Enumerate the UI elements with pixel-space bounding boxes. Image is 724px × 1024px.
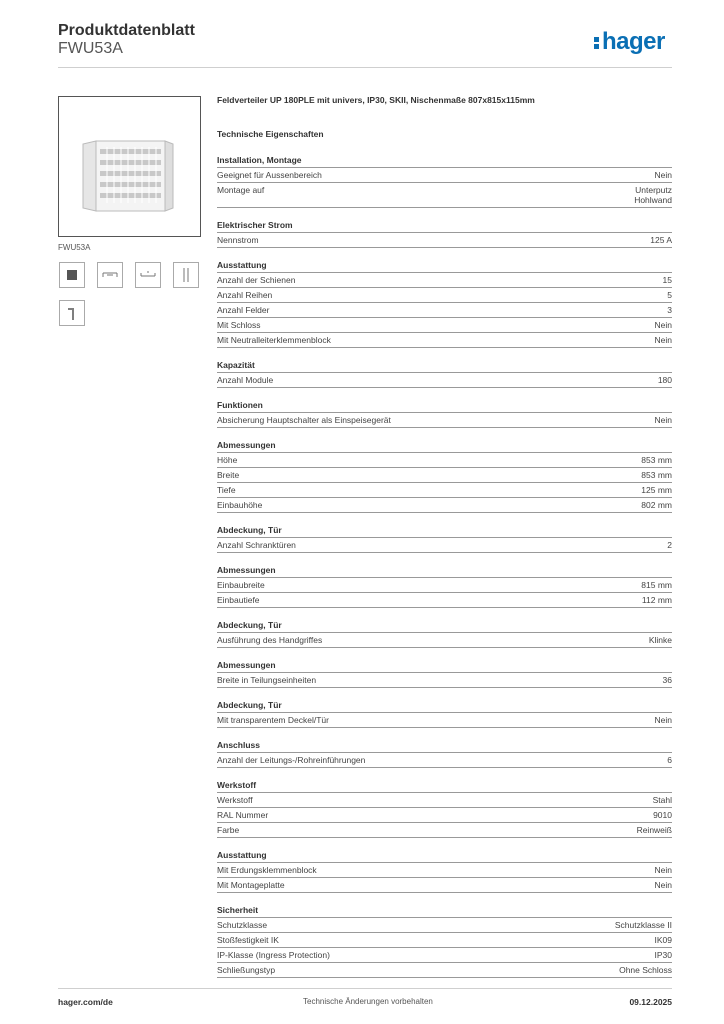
product-description: Feldverteiler UP 180PLE mit univers, IP30, SKII, Nischenmaße 807x815x115mm (217, 95, 535, 105)
property-label: Mit transparentem Deckel/Tür (217, 715, 329, 725)
footer-website-link[interactable]: hager.com/de (58, 997, 113, 1007)
property-value-line: 853 mm (641, 470, 672, 480)
logo-dots-icon (594, 35, 599, 49)
section-title: Abdeckung, Tür (217, 694, 672, 713)
property-value (615, 920, 672, 930)
property-value (653, 810, 672, 820)
property-value (649, 635, 672, 645)
property-value (655, 170, 672, 180)
property-value (634, 185, 672, 205)
product-image (59, 97, 200, 236)
property-value (641, 485, 672, 495)
property-value (641, 455, 672, 465)
property-label: Mit Montageplatte (217, 880, 285, 890)
property-value-line: 112 mm (641, 595, 672, 605)
property-value-line: Nein (654, 170, 672, 180)
property-label: Anzahl der Schienen (217, 275, 296, 285)
property-row (217, 633, 672, 648)
property-value (667, 540, 672, 550)
hager-logo (594, 28, 665, 56)
property-row (217, 753, 672, 768)
property-section (217, 214, 672, 248)
property-section (217, 694, 672, 728)
footer-note: Technische Änderungen vorbehalten (303, 997, 433, 1006)
thumbnail-drawing-detail[interactable] (59, 300, 85, 326)
property-row (217, 333, 672, 348)
property-value (653, 795, 672, 805)
property-row (217, 793, 672, 808)
property-row (217, 713, 672, 728)
footer-date: 09.12.2025 (629, 997, 672, 1007)
section-title: Anschluss (217, 734, 672, 753)
property-label: Mit Schloss (217, 320, 261, 330)
property-value-line: Nein (654, 335, 672, 345)
page-subtitle: FWU53A (58, 40, 123, 57)
section-title: Abmessungen (217, 559, 672, 578)
property-row (217, 673, 672, 688)
property-value-line: Nein (654, 415, 672, 425)
property-value (663, 275, 672, 285)
section-title: Elektrischer Strom (217, 214, 672, 233)
property-value-line: 3 (667, 305, 672, 315)
property-label: Schutzklasse (217, 920, 268, 930)
property-value-line: Nein (654, 715, 672, 725)
property-label: Nennstrom (217, 235, 259, 245)
section-title: Abmessungen (217, 654, 672, 673)
section-title: Installation, Montage (217, 149, 672, 168)
section-title: Ausstattung (217, 844, 672, 863)
property-label: RAL Nummer (217, 810, 269, 820)
datasheet-content (217, 95, 672, 978)
property-label: Ausführung des Handgriffes (217, 635, 323, 645)
property-row (217, 288, 672, 303)
property-value-line: 125 mm (641, 485, 672, 495)
property-label: Tiefe (217, 485, 236, 495)
property-value (641, 470, 672, 480)
section-title: Abmessungen (217, 434, 672, 453)
property-label: Anzahl Felder (217, 305, 270, 315)
property-row (217, 578, 672, 593)
property-row (217, 483, 672, 498)
property-value (641, 500, 672, 510)
property-value-line: 180 (657, 375, 672, 385)
property-value (641, 580, 672, 590)
property-section (217, 734, 672, 768)
property-section (217, 434, 672, 513)
property-row (217, 863, 672, 878)
thumbnail-product[interactable] (59, 262, 85, 288)
property-value (655, 935, 673, 945)
property-section (217, 394, 672, 428)
drawing-detail-icon (60, 301, 84, 325)
property-value (667, 290, 672, 300)
property-value-line: Stahl (652, 795, 672, 805)
property-row (217, 918, 672, 933)
product-caption: FWU53A (58, 243, 91, 252)
property-label: Anzahl Reihen (217, 290, 273, 300)
property-value-line: Hohlwand (634, 195, 672, 205)
property-value (663, 675, 672, 685)
property-value-line: IK09 (654, 935, 672, 945)
property-value-line: Klinke (648, 635, 672, 645)
property-value-line: 6 (667, 755, 672, 765)
property-label: Stoßfestigkeit IK (217, 935, 279, 945)
property-label: Absicherung Hauptschalter als Einspeisegerät (217, 415, 391, 425)
property-row (217, 963, 672, 978)
property-section (217, 149, 672, 208)
property-row (217, 273, 672, 288)
property-row (217, 373, 672, 388)
property-value (650, 235, 672, 245)
page-title: Produktdatenblatt (58, 22, 195, 39)
property-value-line: Reinweiß (636, 825, 672, 835)
drawing-front-icon (98, 263, 122, 287)
drawing-side-icon (174, 263, 198, 287)
property-value (655, 415, 672, 425)
property-value-line: Unterputz (635, 185, 672, 195)
footer-divider (58, 988, 672, 989)
property-section (217, 899, 672, 978)
property-row (217, 468, 672, 483)
property-label: Einbauhöhe (217, 500, 263, 510)
section-title: Kapazität (217, 354, 672, 373)
property-row (217, 878, 672, 893)
section-title: Sicherheit (217, 899, 672, 918)
product-image-frame (58, 96, 201, 237)
property-value (658, 375, 672, 385)
property-row (217, 303, 672, 318)
property-value-line: 853 mm (641, 455, 672, 465)
property-label: Schließungstyp (217, 965, 276, 975)
cabinet-thumb-icon (60, 263, 84, 287)
property-section (217, 559, 672, 608)
property-label: Anzahl Module (217, 375, 274, 385)
property-value (619, 965, 672, 975)
property-value (655, 880, 672, 890)
property-section (217, 774, 672, 838)
property-value (655, 715, 672, 725)
property-value-line: Nein (654, 865, 672, 875)
property-label: Anzahl Schranktüren (217, 540, 296, 550)
drawing-top-icon (136, 263, 160, 287)
property-label: Montage auf (217, 185, 265, 195)
property-value (655, 865, 672, 875)
property-label: Mit Erdungsklemmenblock (217, 865, 317, 875)
property-value (637, 825, 672, 835)
thumbnail-drawing-front[interactable] (97, 262, 123, 288)
property-sections (217, 149, 672, 978)
thumbnail-drawing-top[interactable] (135, 262, 161, 288)
header-divider (58, 67, 672, 68)
property-section (217, 519, 672, 553)
property-row (217, 593, 672, 608)
property-section (217, 354, 672, 388)
property-label: Höhe (217, 455, 238, 465)
property-section (217, 844, 672, 893)
property-row (217, 933, 672, 948)
section-title: Ausstattung (217, 254, 672, 273)
property-section (217, 254, 672, 348)
property-value (667, 305, 672, 315)
property-row (217, 453, 672, 468)
property-value-line: 9010 (653, 810, 672, 820)
section-title: Abdeckung, Tür (217, 614, 672, 633)
property-row (217, 823, 672, 838)
property-section (217, 614, 672, 648)
thumbnail-drawing-side[interactable] (173, 262, 199, 288)
logo-text: hager (602, 28, 665, 55)
property-label: Breite (217, 470, 240, 480)
property-label: Einbautiefe (217, 595, 260, 605)
property-value-line: 36 (662, 675, 672, 685)
property-value (667, 755, 672, 765)
property-value-line: Nein (654, 320, 672, 330)
property-value (655, 950, 673, 960)
property-value-line: Ohne Schloss (619, 965, 672, 975)
property-label: Geeignet für Aussenbereich (217, 170, 322, 180)
property-row (217, 168, 672, 183)
tech-properties-heading: Technische Eigenschaften (217, 129, 324, 139)
property-value-line: IP30 (654, 950, 672, 960)
property-label: Anzahl der Leitungs-/Rohreinführungen (217, 755, 366, 765)
property-label: Werkstoff (217, 795, 253, 805)
property-value-line: 2 (667, 540, 672, 550)
section-title: Abdeckung, Tür (217, 519, 672, 538)
property-value-line: 802 mm (641, 500, 672, 510)
property-row (217, 948, 672, 963)
property-value-line: 815 mm (641, 580, 672, 590)
property-label: Einbaubreite (217, 580, 265, 590)
property-row (217, 498, 672, 513)
property-value (655, 320, 672, 330)
property-value-line: Nein (654, 880, 672, 890)
section-title: Funktionen (217, 394, 672, 413)
property-value (655, 335, 672, 345)
section-title: Werkstoff (217, 774, 672, 793)
property-row (217, 538, 672, 553)
property-label: Mit Neutralleiterklemmenblock (217, 335, 331, 345)
property-value (642, 595, 672, 605)
property-row (217, 233, 672, 248)
property-row (217, 808, 672, 823)
property-value-line: Schutzklasse II (614, 920, 672, 930)
property-value-line: 5 (667, 290, 672, 300)
property-section (217, 654, 672, 688)
property-label: IP-Klasse (Ingress Protection) (217, 950, 330, 960)
property-row (217, 413, 672, 428)
property-value-line: 125 A (650, 235, 672, 245)
property-value-line: 15 (662, 275, 672, 285)
property-row (217, 183, 672, 208)
property-label: Farbe (217, 825, 240, 835)
property-row (217, 318, 672, 333)
property-label: Breite in Teilungseinheiten (217, 675, 317, 685)
